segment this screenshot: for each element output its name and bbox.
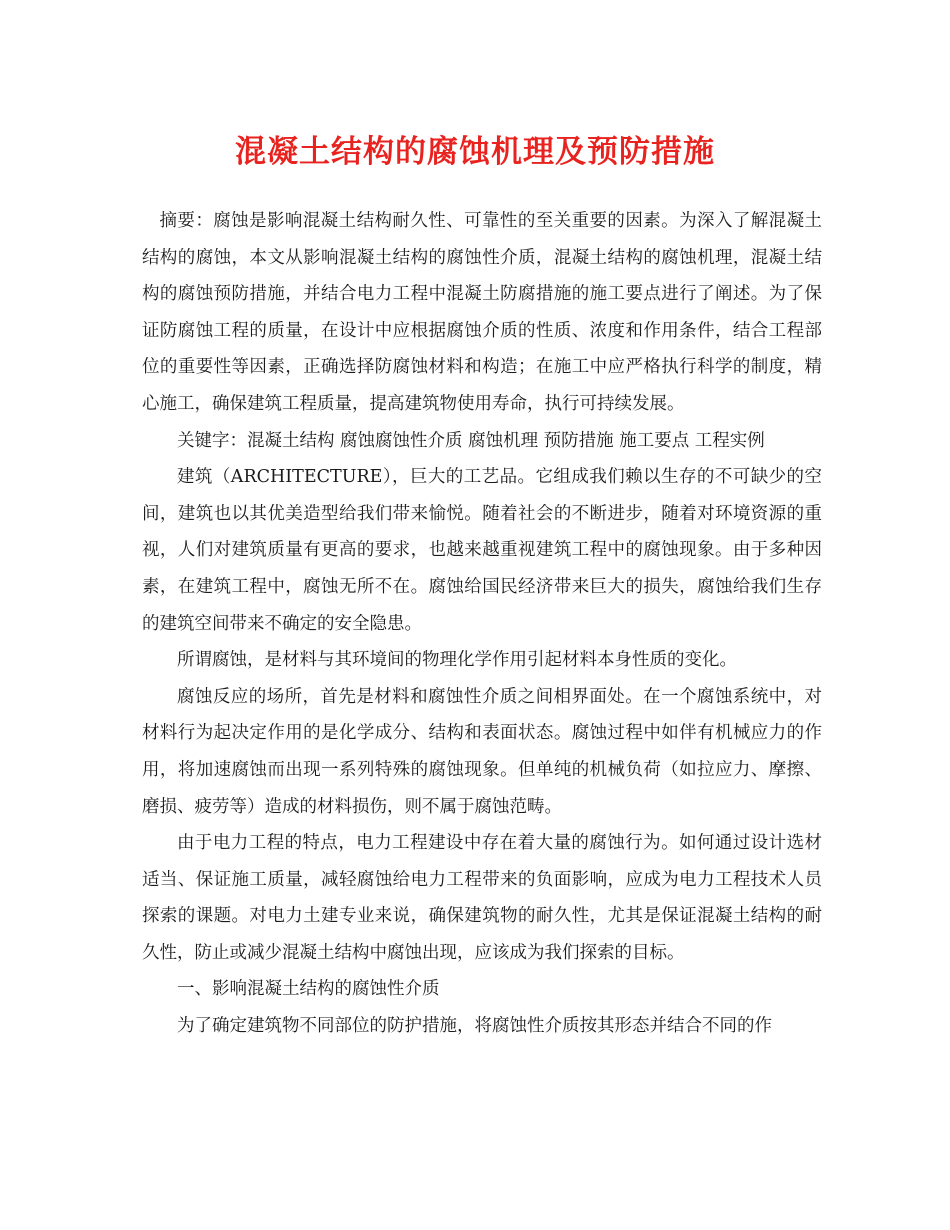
section-heading-1: 一、影响混凝土结构的腐蚀性介质 [177, 979, 440, 1000]
body-paragraph-power-engineering: 由于电力工程的特点，电力工程建设中存在着大量的腐蚀行为。如何通过设计选材适当、保证施工质量，减轻腐蚀给电力工程带来的负面影响，应成为电力工程技术人员探索的课题。对电力土建专业来说，确保建筑物的耐久性，尤其是保证混凝土结构的耐久性，防止或减少混凝土结构中腐蚀出现，应该成为我们探索的目标。 [142, 833, 822, 963]
body-paragraph-reaction: 腐蚀反应的场所，首先是材料和腐蚀性介质之间相界面处。在一个腐蚀系统中，对材料行为起决定作用的是化学成分、结构和表面状态。腐蚀过程中如伴有机械应力的作用，将加速腐蚀而出现一系列特殊的腐蚀现象。但单纯的机械负荷（如拉应力、摩擦、磨损、疲劳等）造成的材料损伤，则不属于腐蚀范畴。 [142, 686, 822, 817]
body-paragraph-architecture: 建筑（ARCHITECTURE），巨大的工艺品。它组成我们赖以生存的不可缺少的空间，建筑也以其优美造型给我们带来愉悦。随着社会的不断进步，随着对环境资源的重视，人们对建筑质量有更高的要求，也越来越重视建筑工程中的腐蚀现象。由于多种因素，在建筑工程中，腐蚀无所不在。腐蚀给国民经济带来巨大的损失，腐蚀给我们生存的建筑空间带来不确定的安全隐患。 [142, 467, 822, 634]
keywords-paragraph: 关键字：混凝土结构 腐蚀腐蚀性介质 腐蚀机理 预防措施 施工要点 工程实例 [177, 430, 765, 451]
body-paragraph-media: 为了确定建筑物不同部位的防护措施，将腐蚀性介质按其形态并结合不同的作 [177, 1016, 772, 1037]
document-body [142, 203, 822, 1045]
abstract-paragraph: 摘要：腐蚀是影响混凝土结构耐久性、可靠性的至关重要的因素。为深入了解混凝土结构的腐蚀，本文从影响混凝土结构的腐蚀性介质，混凝土结构的腐蚀机理，混凝土结构的腐蚀预防措施，并结合电力工程中混凝土防腐措施的施工要点进行了阐述。为了保证防腐蚀工程的质量，在设计中应根据腐蚀介质的性质、浓度和作用条件，结合工程部位的重要性等因素，正确选择防腐蚀材料和构造；在施工中应严格执行科学的制度，精心施工，确保建筑工程质量，提高建筑物使用寿命，执行可持续发展。 [142, 211, 822, 414]
document-title: 混凝土结构的腐蚀机理及预防措施 [235, 134, 715, 170]
body-paragraph-definition: 所谓腐蚀，是材料与其环境间的物理化学作用引起材料本身性质的变化。 [177, 650, 737, 671]
